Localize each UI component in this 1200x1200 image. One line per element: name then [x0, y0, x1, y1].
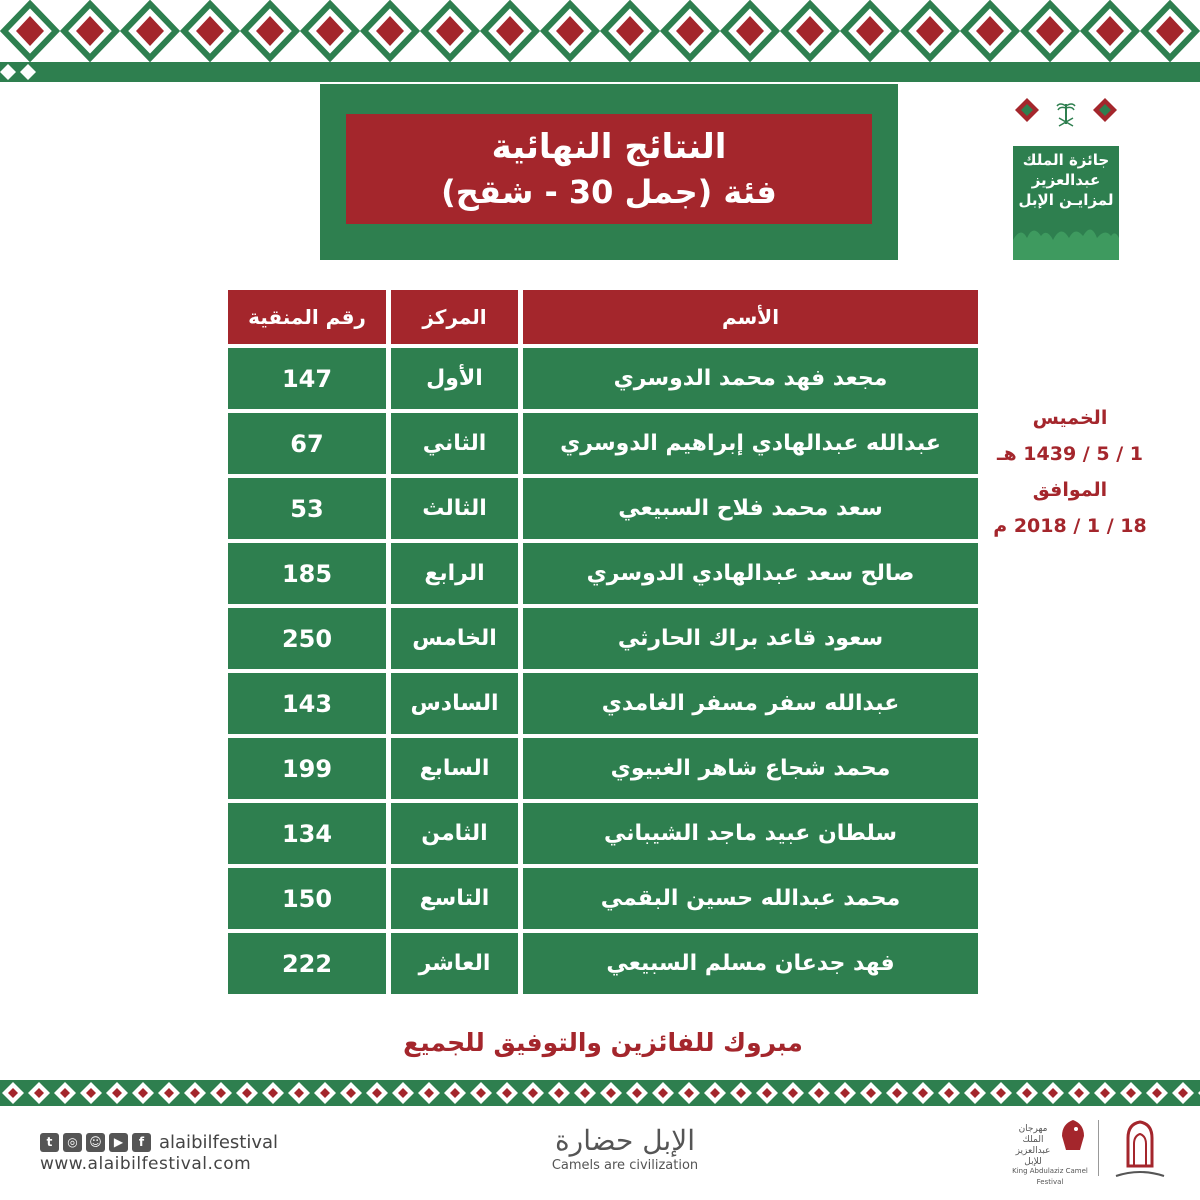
row-rank: التاسع [391, 868, 518, 929]
award-line-2: عبدالعزيز [1031, 171, 1101, 189]
twitter-icon[interactable]: t [40, 1133, 59, 1152]
header-number: رقم المنقية [228, 290, 386, 344]
row-number: 53 [228, 478, 386, 539]
row-rank: الأول [391, 348, 518, 409]
festival-logo-text: مهرجان الملك عبدالعزيز للإبل [1015, 1124, 1051, 1167]
row-name: سعود قاعد براك الحارثي [523, 608, 978, 669]
slogan-arabic: الإبل حضارة [555, 1124, 695, 1157]
row-name: فهد جدعان مسلم السبيعي [523, 933, 978, 994]
date-label: الموافق [1032, 479, 1108, 501]
slogan-logo [540, 1124, 710, 1173]
date-day: الخميس [1032, 407, 1108, 429]
page-title: النتائج النهائية [491, 127, 727, 167]
row-name: محمد عبدالله حسين البقمي [523, 868, 978, 929]
row-number: 147 [228, 348, 386, 409]
row-name: مجعد فهد محمد الدوسري [523, 348, 978, 409]
row-rank: الثالث [391, 478, 518, 539]
social-links [40, 1130, 278, 1154]
header-rank: المركز [391, 290, 518, 344]
instagram-icon[interactable]: ◎ [63, 1133, 82, 1152]
snapchat-icon[interactable]: ☺ [86, 1133, 105, 1152]
award-logo [1013, 90, 1119, 260]
ministry-emblem-icon [1110, 1116, 1170, 1182]
congrats-message: مبروك للفائزين والتوفيق للجميع [403, 1028, 803, 1057]
row-number: 150 [228, 868, 386, 929]
row-name: عبدالله سفر مسفر الغامدي [523, 673, 978, 734]
row-name: سعد محمد فلاح السبيعي [523, 478, 978, 539]
row-name: عبدالله عبدالهادي إبراهيم الدوسري [523, 413, 978, 474]
row-number: 250 [228, 608, 386, 669]
festival-logo-en: King Abdulaziz Camel Festival [1012, 1167, 1088, 1186]
date-hijri: 1 / 5 / 1439 هـ [997, 443, 1143, 465]
social-handle[interactable]: alaibilfestival [159, 1131, 279, 1153]
date-gregorian: 18 / 1 / 2018 م [993, 515, 1147, 537]
row-number: 199 [228, 738, 386, 799]
title-box [346, 114, 872, 224]
award-line-1: جائزة الملك [1022, 151, 1110, 169]
results-table [228, 290, 978, 998]
header-name: الأسم [523, 290, 978, 344]
footer-divider [1098, 1120, 1099, 1176]
award-logo-crowd [1013, 220, 1119, 260]
row-name: صالح سعد عبدالهادي الدوسري [523, 543, 978, 604]
row-number: 143 [228, 673, 386, 734]
slogan-english: Camels are civilization [551, 1158, 699, 1173]
award-logo-text [1013, 150, 1119, 210]
category-subtitle: فئة (جمل 30 - شقح) [441, 173, 777, 211]
row-rank: السابع [391, 738, 518, 799]
youtube-icon[interactable]: ▶ [109, 1133, 128, 1152]
festival-logo [1010, 1118, 1090, 1186]
award-line-3: لمزايـن الإبل [1018, 191, 1114, 209]
row-rank: الرابع [391, 543, 518, 604]
row-name: سلطان عبيد ماجد الشيباني [523, 803, 978, 864]
title-frame [320, 84, 898, 260]
facebook-icon[interactable]: f [132, 1133, 151, 1152]
row-rank: العاشر [391, 933, 518, 994]
row-number: 222 [228, 933, 386, 994]
row-rank: الثامن [391, 803, 518, 864]
row-number: 185 [228, 543, 386, 604]
row-number: 134 [228, 803, 386, 864]
date-block [985, 400, 1155, 544]
row-rank: السادس [391, 673, 518, 734]
bottom-decorative-band [0, 1080, 1200, 1106]
row-rank: الثاني [391, 413, 518, 474]
falcon-icon [1058, 1118, 1088, 1152]
top-decorative-band [0, 0, 1200, 82]
row-rank: الخامس [391, 608, 518, 669]
row-number: 67 [228, 413, 386, 474]
website-url[interactable]: www.alaibilfestival.com [40, 1154, 252, 1174]
row-name: محمد شجاع شاهر الغبيوي [523, 738, 978, 799]
palm-swords-emblem-icon [1056, 100, 1076, 128]
